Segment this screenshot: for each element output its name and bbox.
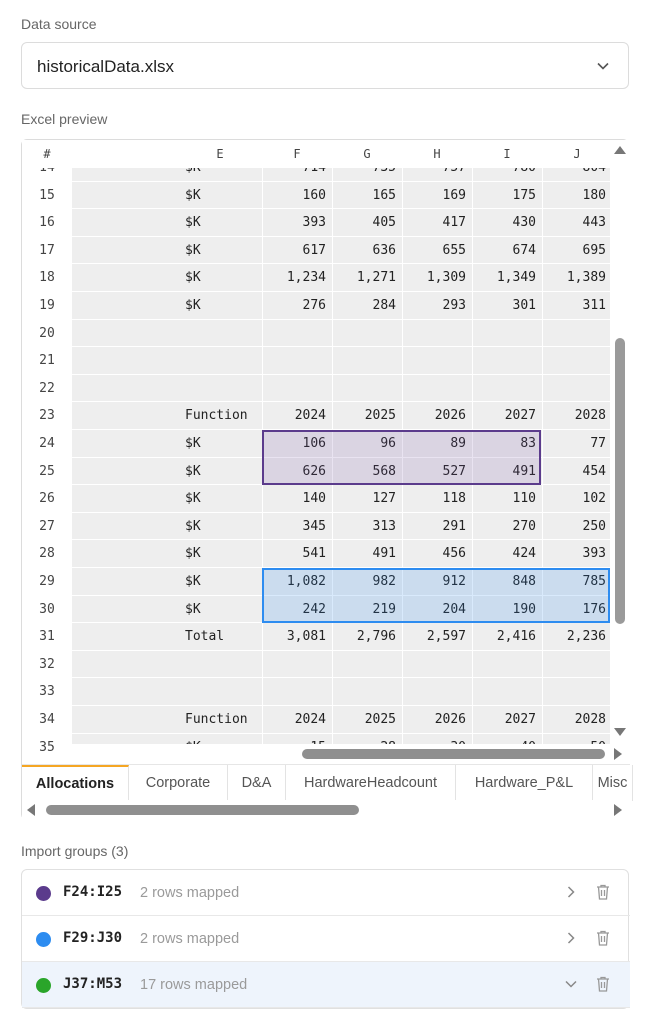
cell-f[interactable]: 106 — [302, 436, 326, 451]
column-header-row — [22, 140, 610, 168]
table-row — [22, 347, 610, 375]
cell-g[interactable] — [332, 375, 396, 402]
cell-j[interactable] — [542, 651, 606, 678]
cell-h[interactable] — [402, 375, 466, 402]
cell-i[interactable]: 674 — [512, 242, 536, 258]
sheet-tab-hardware-p-l[interactable]: Hardware_P&L — [456, 765, 593, 801]
cell-g[interactable]: 568 — [372, 463, 396, 479]
chevron-down-icon — [596, 59, 610, 73]
cell-e[interactable]: $K — [185, 270, 201, 286]
row-number: 28 — [22, 540, 72, 567]
cell-j[interactable]: 77 — [590, 436, 606, 451]
sheet-tab-allocations[interactable]: Allocations — [22, 765, 129, 801]
row-number: 25 — [22, 458, 72, 485]
cell-g[interactable]: 636 — [372, 242, 396, 258]
excel-preview-panel — [21, 139, 629, 820]
table-row — [22, 706, 610, 734]
table-row — [22, 237, 610, 265]
cell-h[interactable]: 456 — [442, 546, 466, 562]
cell-h[interactable]: 169 — [442, 187, 466, 203]
cell-e[interactable]: $K — [185, 601, 201, 617]
cell-e[interactable]: $K — [185, 436, 201, 451]
group-color-dot — [36, 886, 51, 901]
table-row — [22, 320, 610, 348]
cell-g[interactable]: 491 — [372, 546, 396, 562]
cell-f[interactable]: 393 — [302, 215, 326, 231]
cell-f[interactable]: 2024 — [294, 408, 326, 424]
cell-j[interactable] — [542, 347, 606, 374]
cell-f[interactable] — [262, 347, 326, 374]
cell-g[interactable]: 219 — [372, 601, 396, 617]
cell-h[interactable]: 527 — [442, 463, 466, 479]
cell-h[interactable]: 118 — [442, 491, 466, 507]
row-number: 23 — [22, 402, 72, 429]
table-row — [22, 651, 610, 679]
cell-h[interactable]: 89 — [450, 436, 466, 451]
cell-j[interactable]: 393 — [582, 546, 606, 562]
cell-j[interactable]: 695 — [582, 242, 606, 258]
sheet-tab-corporate[interactable]: Corporate — [129, 765, 228, 801]
cell-h[interactable]: 655 — [442, 242, 466, 258]
cell-i[interactable]: 110 — [512, 491, 536, 507]
trash-icon[interactable] — [595, 929, 611, 947]
table-row — [22, 209, 610, 237]
trash-icon[interactable] — [595, 883, 611, 901]
cell-f[interactable]: 541 — [302, 546, 326, 562]
row-number: 32 — [22, 651, 72, 678]
grid-column-divider — [332, 168, 333, 744]
vertical-scrollbar[interactable] — [610, 140, 630, 744]
cell-j[interactable]: 2028 — [574, 712, 606, 727]
column-header-j: J — [573, 147, 581, 161]
cell-i[interactable]: 83 — [520, 436, 536, 451]
cell-h[interactable]: 204 — [442, 601, 466, 617]
table-row — [22, 568, 610, 596]
row-number: 34 — [22, 706, 72, 733]
cell-j[interactable] — [542, 678, 606, 705]
data-source-select[interactable] — [21, 42, 629, 89]
row-number: 35 — [22, 734, 72, 761]
row-number: 27 — [22, 513, 72, 540]
import-group-item[interactable] — [22, 916, 630, 962]
cell-f[interactable]: 3,081 — [286, 629, 326, 645]
tabs-scroll-thumb[interactable] — [46, 805, 359, 815]
cell-f[interactable]: 617 — [302, 242, 326, 258]
cell-h[interactable]: 2026 — [434, 408, 466, 424]
scroll-up-icon[interactable] — [614, 146, 626, 154]
group-range: F24:I25 — [63, 884, 123, 900]
cell-h[interactable] — [402, 347, 466, 374]
tabs-scroll-right-icon[interactable] — [614, 804, 622, 816]
cell-i[interactable]: 848 — [512, 574, 536, 589]
cell-g[interactable]: 2,796 — [356, 629, 396, 645]
horizontal-scrollbar[interactable] — [22, 744, 630, 764]
cell-i[interactable]: 1,349 — [496, 270, 536, 286]
cell-i[interactable]: 2027 — [504, 408, 536, 424]
cell-i[interactable] — [472, 347, 536, 374]
cell-i[interactable]: 424 — [512, 546, 536, 562]
cell-f[interactable]: 1,234 — [286, 270, 326, 286]
cell-h[interactable] — [402, 678, 466, 705]
cell-g[interactable] — [332, 320, 396, 347]
group-color-dot — [36, 978, 51, 993]
vertical-scroll-thumb[interactable] — [615, 338, 625, 624]
group-range: F29:J30 — [63, 930, 123, 946]
cell-h[interactable] — [402, 320, 466, 347]
table-row — [22, 596, 610, 624]
group-mapped-count: 17 rows mapped — [140, 977, 248, 993]
table-row — [22, 458, 610, 486]
chevron-down-icon[interactable] — [564, 977, 578, 991]
cell-g[interactable]: 2025 — [364, 712, 396, 727]
cell-i[interactable] — [472, 320, 536, 347]
column-header-i: I — [503, 147, 511, 161]
row-number: 24 — [22, 430, 72, 457]
sheet-tab-d-a[interactable]: D&A — [228, 765, 286, 801]
cell-g[interactable]: 405 — [372, 215, 396, 231]
cell-i[interactable]: 270 — [512, 518, 536, 534]
cell-e[interactable]: Function — [185, 408, 248, 424]
import-group-item[interactable] — [22, 870, 630, 916]
import-group-item[interactable] — [22, 962, 630, 1008]
import-groups-list — [21, 869, 629, 1009]
group-color-dot — [36, 932, 51, 947]
grid-column-divider — [472, 168, 473, 744]
cell-f[interactable]: 626 — [302, 463, 326, 479]
row-number: 17 — [22, 237, 72, 264]
sheet-tab-hardwareheadcount[interactable]: HardwareHeadcount — [286, 765, 456, 801]
cell-g[interactable]: 284 — [372, 298, 396, 313]
cell-e[interactable]: $K — [185, 574, 201, 589]
row-number: 31 — [22, 623, 72, 650]
grid-column-divider — [402, 168, 403, 744]
cell-f[interactable] — [262, 678, 326, 705]
table-row — [22, 678, 610, 706]
cell-i[interactable] — [472, 651, 536, 678]
cell-h[interactable]: 1,309 — [426, 270, 466, 286]
cell-h[interactable]: 912 — [442, 574, 466, 589]
row-number: 16 — [22, 209, 72, 236]
data-source-label: Data source — [21, 16, 97, 32]
cell-j[interactable]: 176 — [582, 601, 606, 617]
cell-i[interactable] — [472, 375, 536, 402]
cell-g[interactable]: 2025 — [364, 408, 396, 424]
cell-g[interactable]: 982 — [372, 574, 396, 589]
scroll-down-icon[interactable] — [614, 728, 626, 736]
cell-f[interactable] — [262, 651, 326, 678]
row-number: 29 — [22, 568, 72, 595]
cell-e[interactable]: $K — [185, 491, 201, 507]
cell-i[interactable]: 190 — [512, 601, 536, 617]
sheet-tab-misc[interactable]: Misc — [593, 765, 633, 801]
horizontal-scroll-thumb[interactable] — [302, 749, 605, 759]
cell-j[interactable]: 311 — [582, 298, 606, 313]
group-range: J37:M53 — [63, 976, 123, 992]
group-mapped-count: 2 rows mapped — [140, 885, 240, 901]
cell-i[interactable]: 175 — [512, 187, 536, 203]
table-row — [22, 623, 610, 651]
spreadsheet-grid[interactable] — [22, 140, 610, 755]
table-row — [22, 264, 610, 292]
row-number: 19 — [22, 292, 72, 319]
grid-body — [22, 168, 610, 755]
chevron-right-icon[interactable] — [564, 931, 578, 945]
excel-preview-label: Excel preview — [21, 111, 108, 127]
tabs-scroll-left-icon[interactable] — [27, 804, 35, 816]
grid-column-divider — [262, 168, 263, 744]
cell-e[interactable]: $K — [185, 518, 201, 534]
cell-h[interactable]: 2026 — [434, 712, 466, 727]
cell-j[interactable]: 2,236 — [566, 629, 606, 645]
grid-column-divider — [542, 168, 543, 744]
cell-f[interactable]: 160 — [302, 187, 326, 203]
cell-g[interactable] — [332, 347, 396, 374]
cell-j[interactable]: 443 — [582, 215, 606, 231]
data-source-value: historicalData.xlsx — [37, 57, 174, 76]
cell-j[interactable]: 250 — [582, 518, 606, 534]
column-header-g: G — [363, 147, 371, 161]
table-row — [22, 430, 610, 458]
group-mapped-count: 2 rows mapped — [140, 931, 240, 947]
cell-h[interactable]: 2,597 — [426, 629, 466, 645]
table-row — [22, 540, 610, 568]
cell-i[interactable]: 301 — [512, 298, 536, 313]
cell-i[interactable]: 491 — [512, 463, 536, 479]
chevron-right-icon[interactable] — [564, 885, 578, 899]
row-number: 15 — [22, 182, 72, 209]
row-number: 20 — [22, 320, 72, 347]
cell-g[interactable] — [332, 678, 396, 705]
row-number: 26 — [22, 485, 72, 512]
cell-e[interactable]: $K — [185, 463, 201, 479]
cell-g[interactable]: 96 — [380, 436, 396, 451]
cell-j[interactable] — [542, 375, 606, 402]
sheet-tabs-scrollbar[interactable] — [22, 800, 630, 820]
cell-e[interactable]: $K — [185, 546, 201, 562]
table-row — [22, 485, 610, 513]
row-number: 22 — [22, 375, 72, 402]
column-header-h: H — [433, 147, 441, 161]
row-number: 30 — [22, 596, 72, 623]
cell-i[interactable]: 430 — [512, 215, 536, 231]
row-number: 18 — [22, 264, 72, 291]
cell-f[interactable]: 276 — [302, 298, 326, 313]
cell-i[interactable]: 2,416 — [496, 629, 536, 645]
cell-i[interactable] — [472, 678, 536, 705]
scroll-right-icon[interactable] — [614, 748, 622, 760]
cell-h[interactable]: 417 — [442, 215, 466, 231]
cell-j[interactable]: 785 — [582, 574, 606, 589]
cell-f[interactable]: 140 — [302, 491, 326, 507]
table-row — [22, 375, 610, 403]
cell-h[interactable]: 291 — [442, 518, 466, 534]
table-row — [22, 513, 610, 541]
cell-f[interactable]: 1,082 — [286, 574, 326, 589]
column-header-e: E — [216, 147, 224, 161]
table-row — [22, 182, 610, 210]
table-row — [22, 292, 610, 320]
cell-j[interactable]: 1,389 — [566, 270, 606, 286]
cell-g[interactable]: 313 — [372, 518, 396, 534]
cell-e[interactable]: Function — [185, 712, 248, 727]
cell-h[interactable]: 293 — [442, 298, 466, 313]
cell-f[interactable]: 2024 — [294, 712, 326, 727]
cell-e[interactable]: Total — [185, 629, 225, 645]
row-number: 21 — [22, 347, 72, 374]
column-header-rownum: # — [43, 147, 51, 161]
cell-f[interactable]: 242 — [302, 601, 326, 617]
cell-f[interactable]: 345 — [302, 518, 326, 534]
cell-e[interactable]: $K — [185, 242, 201, 258]
cell-h[interactable] — [402, 651, 466, 678]
row-number: 33 — [22, 678, 72, 705]
cell-g[interactable]: 165 — [372, 187, 396, 203]
cell-j[interactable]: 454 — [582, 463, 606, 479]
cell-j[interactable] — [542, 320, 606, 347]
cell-j[interactable]: 180 — [582, 187, 606, 203]
cell-j[interactable]: 102 — [582, 491, 606, 507]
column-header-f: F — [293, 147, 301, 161]
cell-j[interactable]: 2028 — [574, 408, 606, 424]
cell-g[interactable] — [332, 651, 396, 678]
cell-e[interactable]: $K — [185, 215, 201, 231]
cell-i[interactable]: 2027 — [504, 712, 536, 727]
cell-e[interactable]: $K — [185, 298, 201, 313]
trash-icon[interactable] — [595, 975, 611, 993]
cell-e[interactable]: $K — [185, 187, 201, 203]
table-row — [22, 402, 610, 430]
import-groups-label: Import groups (3) — [21, 843, 129, 859]
cell-g[interactable]: 1,271 — [356, 270, 396, 286]
cell-f[interactable] — [262, 375, 326, 402]
cell-g[interactable]: 127 — [372, 491, 396, 507]
sheet-tabs — [22, 764, 630, 800]
cell-f[interactable] — [262, 320, 326, 347]
